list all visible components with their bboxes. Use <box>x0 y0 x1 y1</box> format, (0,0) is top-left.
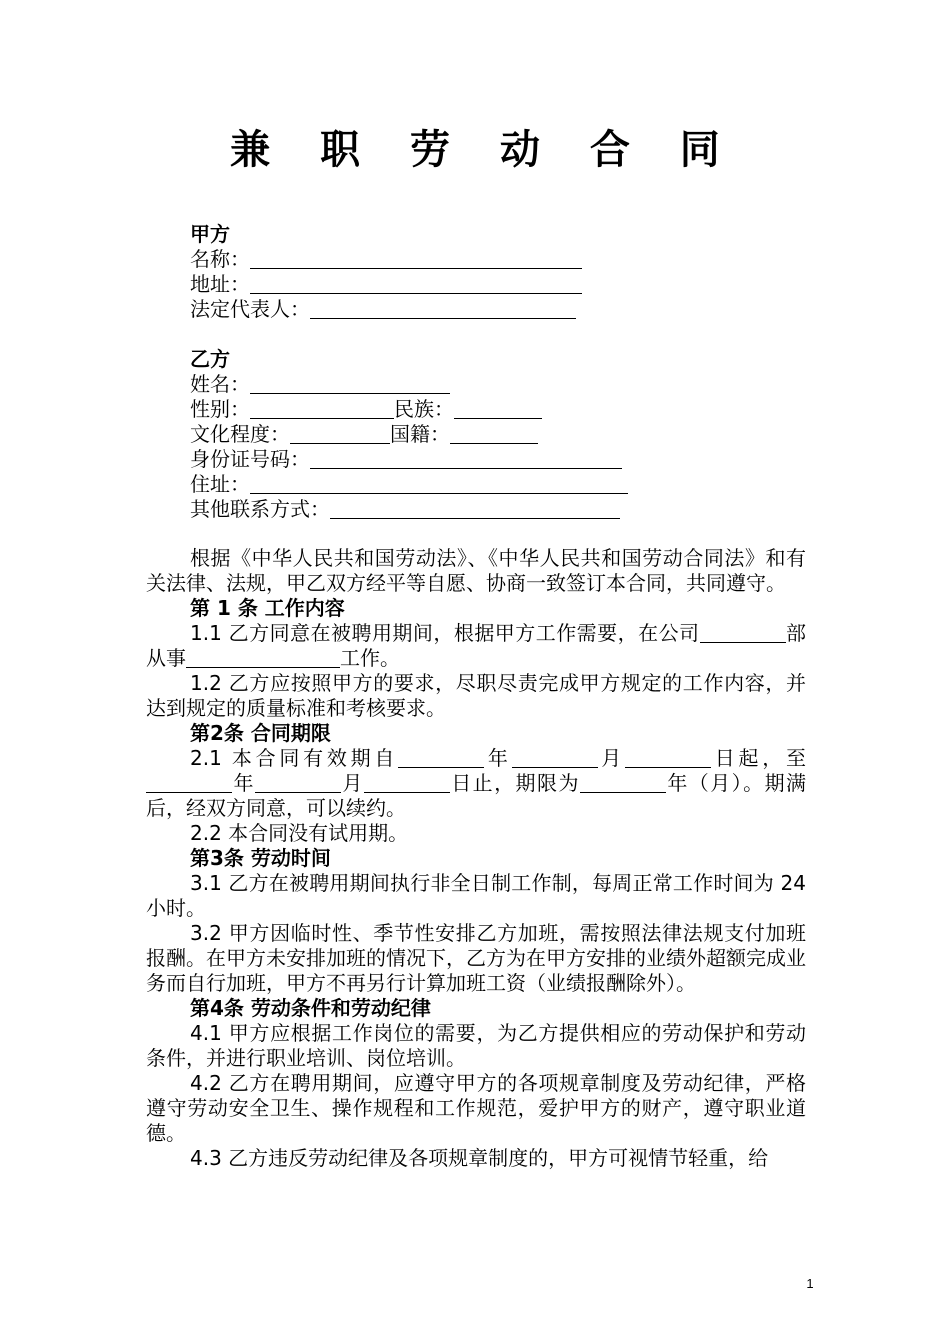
party-b-address-field[interactable] <box>250 473 628 494</box>
department-field[interactable] <box>700 622 786 643</box>
party-b-address-row <box>190 472 628 497</box>
clause-text: 工作。 <box>340 646 400 670</box>
clause-text: 年 <box>232 771 255 795</box>
start-day-field[interactable] <box>625 747 711 768</box>
party-a-address-label: 地址： <box>190 272 250 296</box>
party-a-address-field[interactable] <box>250 273 582 294</box>
clause-text: 年（月）。期满后，经双方同意，可以续约。 <box>146 771 807 820</box>
party-a-address-row <box>190 272 628 297</box>
party-b-gender-label: 性别： <box>190 397 250 421</box>
clause-text: 月 <box>340 771 364 795</box>
section-3-heading: 第3条 劳动时间 <box>190 846 331 870</box>
party-b-contact-row <box>190 497 628 522</box>
page-number: 1 <box>806 1276 814 1291</box>
party-b-gender-field[interactable] <box>250 398 394 419</box>
clause-text: 日止，期限为 <box>449 771 580 795</box>
clause-text: 1.1 乙方同意在被聘用期间，根据甲方工作需要，在公司 <box>190 621 700 645</box>
party-a-rep-label: 法定代表人： <box>190 297 310 321</box>
end-day-field[interactable] <box>364 772 450 793</box>
party-b-id-label: 身份证号码： <box>190 447 310 471</box>
end-month-field[interactable] <box>255 772 341 793</box>
party-b-ethnicity-label: 民族： <box>394 397 454 421</box>
preamble: 根据《中华人民共和国劳动法》、《中华人民共和国劳动合同法》和有关法律、法规，甲乙双方经平等自愿、协商一致签订本合同，共同遵守。 <box>146 546 806 595</box>
contract-body <box>146 546 806 1171</box>
section-1-clause-1 <box>146 621 806 671</box>
start-year-field[interactable] <box>398 747 484 768</box>
party-a-rep-field[interactable] <box>310 298 576 319</box>
section-4-clause-2: 4.2 乙方在聘用期间，应遵守甲方的各项规章制度及劳动纪律，严格遵守劳动安全卫生、操作规程和工作规范，爱护甲方的财产，遵守职业道德。 <box>146 1071 806 1145</box>
section-4-clause-1: 4.1 甲方应根据工作岗位的需要，为乙方提供相应的劳动保护和劳动条件，并进行职业培训、岗位培训。 <box>146 1021 806 1070</box>
party-b-contact-label: 其他联系方式： <box>190 497 330 521</box>
party-b-education-field[interactable] <box>290 423 390 444</box>
section-2-clause-1 <box>146 746 806 821</box>
party-b-education-label: 文化程度： <box>190 422 290 446</box>
party-a-name-row <box>190 247 628 272</box>
end-year-field[interactable] <box>146 772 232 793</box>
section-1-clause-2: 1.2 乙方应按照甲方的要求，尽职尽责完成甲方规定的工作内容，并达到规定的质量标准和考核要求。 <box>146 671 806 720</box>
section-2-heading: 第2条 合同期限 <box>190 721 331 745</box>
clause-text: 月 <box>597 746 626 770</box>
section-3-clause-1: 3.1 乙方在被聘用期间执行非全日制工作制，每周正常工作时间为 24 小时。 <box>146 871 806 920</box>
clause-text: 部从事 <box>146 621 807 670</box>
section-4-heading: 第4条 劳动条件和劳动纪律 <box>190 996 431 1020</box>
section-1-heading: 第 1 条 工作内容 <box>190 596 345 620</box>
section-2-clause-2: 2.2 本合同没有试用期。 <box>190 821 409 845</box>
party-b-nationality-field[interactable] <box>450 423 538 444</box>
term-field[interactable] <box>580 772 666 793</box>
party-b-gender-row <box>190 397 628 422</box>
clause-text: 日起，至 <box>711 746 807 770</box>
document-title: 兼 职 劳 动 合 同 <box>230 127 738 173</box>
party-b-name-field[interactable] <box>250 373 450 394</box>
party-a-name-label: 名称： <box>190 247 250 271</box>
party-b-address-label: 住址： <box>190 472 250 496</box>
party-b-heading: 乙方 <box>190 347 230 371</box>
party-b-contact-field[interactable] <box>330 498 620 519</box>
party-b-name-row <box>190 372 628 397</box>
party-b-education-row <box>190 422 628 447</box>
party-b-nationality-label: 国籍： <box>390 422 450 446</box>
party-b-id-row <box>190 447 628 472</box>
clause-text: 2.1 本合同有效期自 <box>190 746 399 770</box>
clause-text: 年 <box>484 746 512 770</box>
party-a-rep-row <box>190 297 628 322</box>
section-4-clause-3: 4.3 乙方违反劳动纪律及各项规章制度的，甲方可视情节轻重，给 <box>190 1146 769 1170</box>
section-3-clause-2: 3.2 甲方因临时性、季节性安排乙方加班，需按照法律法规支付加班报酬。在甲方未安排加班的情况下，乙方为在甲方安排的业绩外超额完成业务而自行加班，甲方不再另行计算加班工资（业绩报酬除外）。 <box>146 921 806 995</box>
parties-section <box>190 222 628 522</box>
start-month-field[interactable] <box>512 747 598 768</box>
party-b-name-label: 姓名： <box>190 372 250 396</box>
party-b-id-field[interactable] <box>310 448 622 469</box>
party-a-name-field[interactable] <box>250 248 582 269</box>
job-field[interactable] <box>186 647 340 668</box>
party-b-ethnicity-field[interactable] <box>454 398 542 419</box>
party-a-heading: 甲方 <box>190 222 230 246</box>
